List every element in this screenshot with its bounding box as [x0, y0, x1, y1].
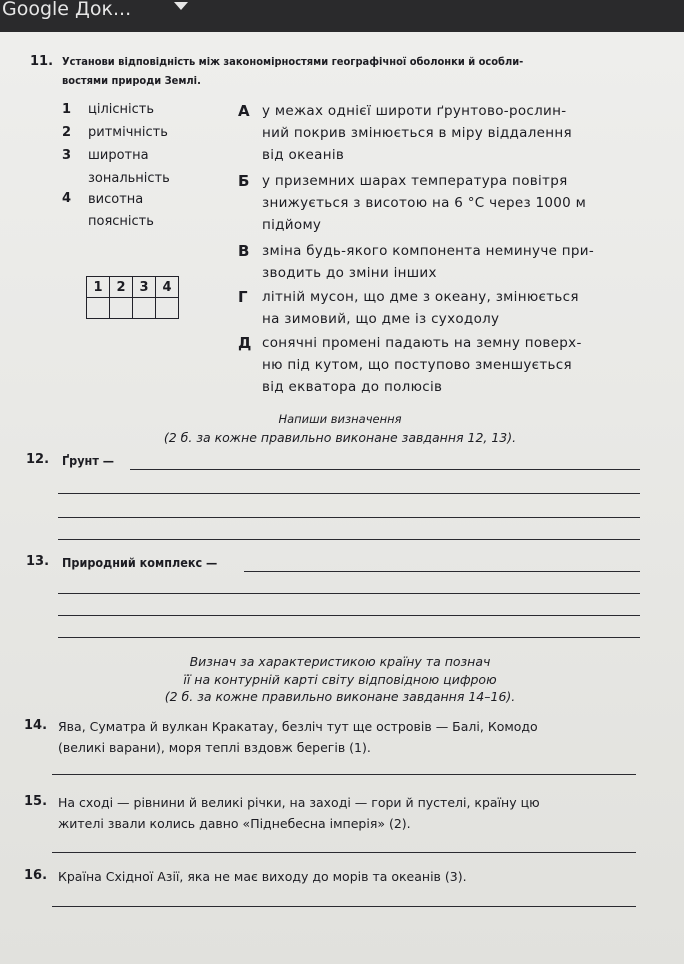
option-4-label-cont: поясність: [88, 214, 154, 229]
option-d-letter: Д: [238, 334, 252, 352]
option-d-line: ню під кутом, що поступово зменшується: [262, 357, 572, 373]
q15-line: На сході — рівнини й великі річки, на заході — гори й пустелі, країну цю: [58, 795, 540, 810]
option-1-label: цілісність: [88, 102, 155, 117]
option-g-line: літній мусон, що дме з океану, змінюється: [262, 289, 579, 305]
option-b-line: знижується з висотою на 6 °С через 1000 м: [262, 195, 587, 211]
option-v-line: зводить до зміни інших: [262, 265, 437, 281]
q13-answer-line[interactable]: [58, 637, 640, 638]
option-d-line: від екватора до полюсів: [262, 379, 443, 395]
option-d-text: [262, 332, 644, 398]
q14-line: (великі варани), моря теплі вздовж берегів (1).: [58, 740, 371, 755]
grid-answer-cell[interactable]: [87, 298, 110, 319]
option-v-line: зміна будь-якого компонента неминуче при-: [262, 243, 595, 259]
option-1-number: 1: [62, 102, 72, 117]
q12-answer-line[interactable]: [58, 539, 640, 540]
q14-line: Ява, Суматра й вулкан Кракатау, безліч тут ще островів — Балі, Комодо: [58, 719, 538, 734]
option-3-number: 3: [62, 148, 72, 163]
grid-answer-cell[interactable]: [133, 298, 156, 319]
q15-number: 15.: [24, 794, 48, 809]
option-b-line: у приземних шарах температура повітря: [262, 173, 568, 189]
answer-grid: [86, 276, 179, 319]
grid-header: 2: [110, 277, 133, 298]
q14-number: 14.: [24, 718, 48, 733]
option-a-text: [262, 100, 644, 166]
q13-answer-line[interactable]: [244, 571, 640, 572]
q13-answer-line[interactable]: [58, 615, 640, 616]
q16-answer-line[interactable]: [52, 906, 636, 907]
grid-answer-cell[interactable]: [110, 298, 133, 319]
option-3-label-cont: зональність: [88, 171, 170, 186]
option-2-label: ритмічність: [88, 125, 168, 140]
grid-header: 1: [87, 277, 110, 298]
q12-answer-line[interactable]: [58, 517, 640, 518]
q12-answer-line[interactable]: [58, 493, 640, 494]
option-b-text: [262, 170, 644, 236]
q12-answer-line[interactable]: [130, 469, 640, 470]
option-b-line: підйому: [262, 217, 322, 233]
option-v-letter: В: [238, 242, 250, 260]
option-a-line: у межах однієї широти ґрунтово-рослин-: [262, 103, 567, 119]
definitions-note: (2 б. за кожне правильно виконане завдання 12, 13).: [163, 430, 517, 445]
definitions-heading: Напиши визначення: [278, 412, 402, 426]
app-title[interactable]: Google Док...: [2, 0, 132, 20]
q12-text: Ґрунт —: [62, 453, 114, 468]
option-a-line: ний покрив змінюється в міру віддалення: [262, 125, 572, 141]
chevron-down-icon[interactable]: [174, 2, 188, 10]
option-3-label: широтна: [88, 148, 149, 163]
q14-text: [58, 716, 648, 758]
option-g-line: на зимовий, що дме із суходолу: [262, 311, 500, 327]
q16-number: 16.: [24, 868, 48, 883]
grid-header: 4: [156, 277, 179, 298]
option-4-number: 4: [62, 191, 72, 206]
worksheet-page: [0, 32, 684, 964]
countries-instruction-line2: її на контурній карті світу відповідною цифрою: [183, 672, 497, 687]
option-v-text: [262, 240, 644, 284]
q11-number: 11.: [30, 54, 54, 69]
option-b-letter: Б: [238, 172, 250, 190]
q16-line: Країна Східної Азії, яка не має виходу до морів та океанів (3).: [58, 869, 467, 884]
option-a-letter: А: [238, 102, 250, 120]
option-g-text: [262, 286, 644, 330]
countries-instruction-line1: Визнач за характеристикою країну та познач: [189, 654, 491, 669]
app-title-bar: [0, 0, 684, 32]
q15-line: жителі звали колись давно «Піднебесна імперія» (2).: [58, 816, 411, 831]
option-4-label: висотна: [88, 192, 144, 207]
q11-text-line2: востями природи Землі.: [62, 74, 201, 87]
option-g-letter: Г: [238, 288, 248, 306]
q14-answer-line[interactable]: [52, 774, 636, 775]
grid-answer-cell[interactable]: [156, 298, 179, 319]
q13-number: 13.: [26, 554, 50, 569]
countries-instruction-line3: (2 б. за кожне правильно виконане завдання 14–16).: [164, 689, 516, 704]
grid-header: 3: [133, 277, 156, 298]
q12-number: 12.: [26, 452, 50, 467]
option-d-line: сонячні промені падають на земну поверх-: [262, 335, 582, 351]
q13-text: Природний комплекс —: [62, 555, 218, 570]
option-2-number: 2: [62, 125, 72, 140]
q16-text: [58, 866, 648, 887]
q15-answer-line[interactable]: [52, 852, 636, 853]
q13-answer-line[interactable]: [58, 593, 640, 594]
option-a-line: від океанів: [262, 147, 345, 163]
q11-text-line1: Установи відповідність між закономірностями географічної оболонки й особли-: [62, 55, 524, 68]
q15-text: [58, 792, 648, 834]
